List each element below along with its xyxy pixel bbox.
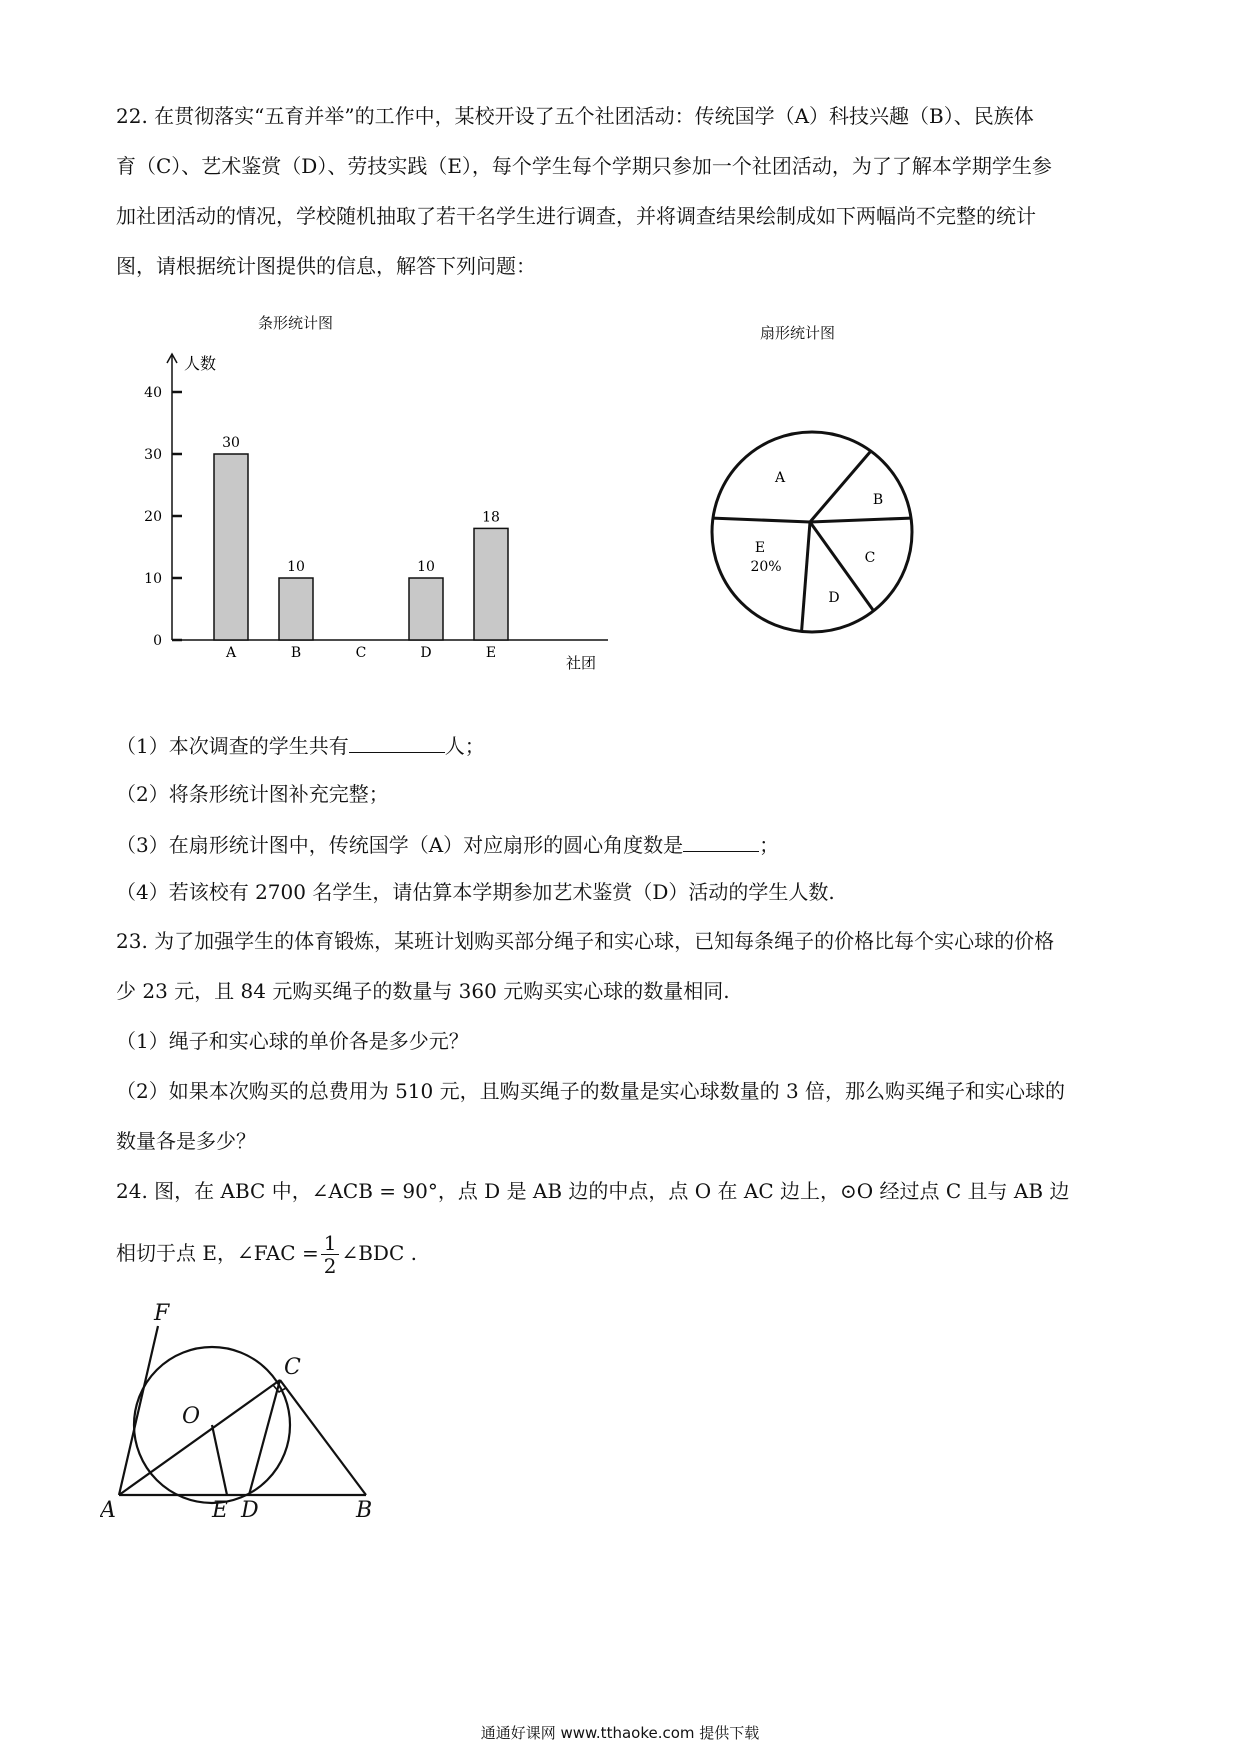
q22-sub-3-end: ； bbox=[759, 833, 780, 857]
q24-line-2-angle: ∠BDC . bbox=[341, 1241, 417, 1265]
q22-sub-3-text: （3）在扇形统计图中，传统国学（A）对应扇形的圆心角度数是 bbox=[116, 833, 684, 857]
pie-chart-title: 扇形统计图 bbox=[760, 324, 836, 342]
q22-sub-1-unit: 人； bbox=[444, 734, 485, 758]
footer-source: 通通好课网 www.tthaoke.com 提供下载 bbox=[480, 1724, 760, 1742]
q22-line-1: 22. 在贯彻落实“五育并举”的工作中，某校开设了五个社团活动：传统国学（A）科技兴趣（B）、民族体 bbox=[116, 104, 1034, 128]
line-af bbox=[119, 1326, 158, 1495]
fraction-one-half bbox=[321, 1232, 340, 1277]
label-a: A bbox=[100, 1498, 116, 1520]
answer-blank-1[interactable] bbox=[349, 732, 445, 753]
answer-blank-2[interactable] bbox=[683, 831, 759, 852]
bar-value-label: 10 bbox=[287, 559, 305, 575]
q23-sub-2b: 数量各是多少？ bbox=[116, 1129, 256, 1153]
bar-x-tick-label: C bbox=[355, 645, 367, 661]
bar-d bbox=[409, 578, 443, 640]
pie-slice-divider bbox=[810, 451, 871, 522]
pie-slice-divider bbox=[810, 518, 911, 522]
bar-chart-title: 条形统计图 bbox=[258, 314, 334, 332]
q22-sub-1-text: （1）本次调查的学生共有 bbox=[116, 734, 349, 758]
q24-line-1: 24. 图，在 ABC 中，∠ACB = 90°，点 D 是 AB 边的中点，点 O 在 AC 边上，⊙O 经过点 C 且与 AB 边 bbox=[116, 1179, 1070, 1203]
bar-value-label: 10 bbox=[417, 559, 435, 575]
label-b: B bbox=[356, 1498, 373, 1520]
q22-line-2: 育（C）、艺术鉴赏（D）、劳技实践（E），每个学生每个学期只参加一个社团活动，为了了解本学期学生参 bbox=[116, 154, 1052, 178]
q23-sub-1: （1）绳子和实心球的单价各是多少元？ bbox=[116, 1029, 469, 1053]
bar-y-tick-label: 30 bbox=[144, 447, 162, 463]
bar-y-axis-label: 人数 bbox=[184, 354, 217, 373]
bar-y-tick-label: 0 bbox=[153, 633, 162, 649]
pie-slice-label-b: B bbox=[872, 492, 884, 508]
q23-line-2: 少 23 元，且 84 元购买绳子的数量与 360 元购买实心球的数量相同. bbox=[116, 979, 730, 1003]
q22-sub-1 bbox=[116, 732, 485, 758]
q23-line-1: 23. 为了加强学生的体育锻炼，某班计划购买部分绳子和实心球，已知每条绳子的价格比每个实心球的价格 bbox=[116, 929, 1055, 953]
bar-e bbox=[474, 528, 508, 640]
line-ac bbox=[119, 1380, 280, 1495]
pie-slice-label-e: E bbox=[754, 540, 766, 556]
q22-line-4: 图，请根据统计图提供的信息，解答下列问题： bbox=[116, 254, 536, 278]
q23-sub-2a: （2）如果本次购买的总费用为 510 元，且购买绳子的数量是实心球数量的 3 倍，那么购买绳子和实心球的 bbox=[116, 1079, 1066, 1103]
q22-line-3: 加社团活动的情况，学校随机抽取了若干名学生进行调查，并将调查结果绘制成如下两幅尚不完整的统计 bbox=[116, 204, 1036, 228]
pie-slice-label-d: D bbox=[828, 590, 840, 606]
pie-slice-divider bbox=[713, 518, 810, 522]
pie-slice-divider bbox=[802, 522, 810, 631]
geometry-figure bbox=[100, 1300, 400, 1520]
line-oe bbox=[212, 1425, 227, 1495]
label-d: D bbox=[241, 1498, 259, 1520]
bar-x-axis-label: 社团 bbox=[566, 654, 597, 672]
bar-y-tick-label: 20 bbox=[144, 509, 162, 525]
label-c: C bbox=[284, 1355, 301, 1380]
bar-y-tick-label: 10 bbox=[144, 571, 162, 587]
label-e: E bbox=[212, 1498, 229, 1520]
pie-circle bbox=[712, 432, 912, 632]
q24-line-2-text: 相切于点 E，∠FAC = bbox=[116, 1241, 319, 1265]
bar-value-label: 18 bbox=[482, 509, 500, 526]
bar-x-tick-label: D bbox=[420, 645, 432, 661]
q22-sub-3 bbox=[116, 831, 779, 857]
bar-chart bbox=[130, 340, 620, 680]
pie-slice-label-c: C bbox=[864, 550, 876, 566]
line-cd bbox=[249, 1380, 280, 1495]
line-cb bbox=[280, 1380, 366, 1495]
bar-a bbox=[214, 454, 248, 640]
pie-slice-label-a: A bbox=[774, 470, 786, 486]
q22-sub-2: （2）将条形统计图补充完整； bbox=[116, 782, 389, 806]
bar-x-tick-label: E bbox=[485, 645, 497, 661]
pie-chart bbox=[700, 420, 930, 650]
bar-b bbox=[279, 578, 313, 640]
bar-value-label: 30 bbox=[222, 435, 240, 451]
pie-slice-percent: 20% bbox=[750, 559, 782, 575]
label-o: O bbox=[182, 1404, 201, 1429]
bar-y-tick-label: 40 bbox=[144, 385, 162, 401]
label-f: F bbox=[154, 1301, 170, 1326]
fraction-numerator: 1 bbox=[321, 1232, 340, 1255]
pie-slice-divider bbox=[810, 522, 874, 611]
bar-x-tick-label: A bbox=[225, 645, 237, 661]
fraction-denominator: 2 bbox=[323, 1254, 337, 1278]
q22-sub-4: （4）若该校有 2700 名学生，请估算本学期参加艺术鉴赏（D）活动的学生人数. bbox=[116, 880, 835, 904]
bar-x-tick-label: B bbox=[290, 645, 302, 661]
q24-line-2 bbox=[116, 1230, 417, 1277]
